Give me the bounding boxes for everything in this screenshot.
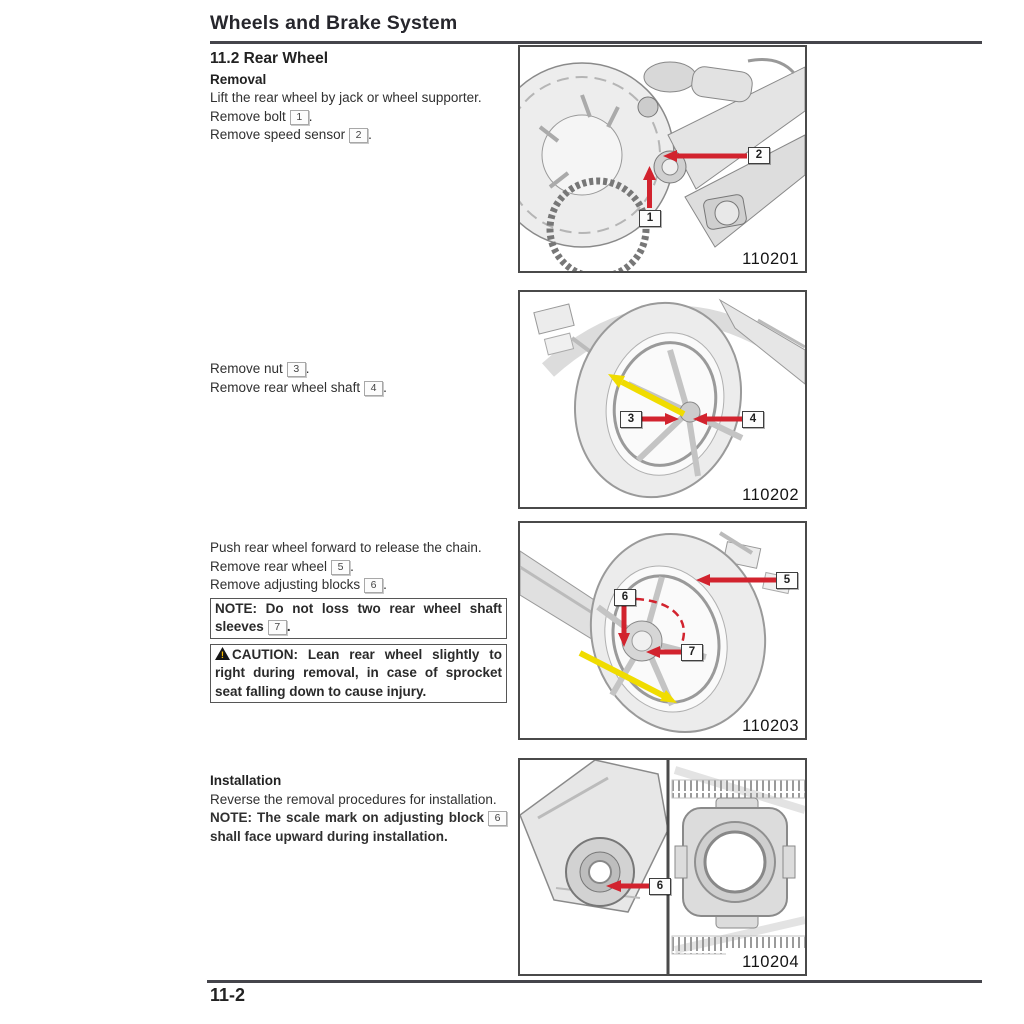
callout-ref-3: 3 — [287, 362, 306, 377]
figure-number: 110204 — [739, 953, 802, 972]
footer-rule — [207, 980, 982, 983]
figure-callout-2: 2 — [748, 147, 770, 164]
step-remove-shaft: Remove rear wheel shaft 4 . — [210, 379, 387, 395]
figure-110204 — [518, 758, 807, 976]
step-remove-wheel: Remove rear wheel 5 . — [210, 558, 354, 574]
section-title: 11.2 Rear Wheel — [210, 50, 329, 67]
figure-callout-1: 1 — [639, 210, 661, 227]
callout-ref-6: 6 — [364, 578, 383, 593]
figure-110202 — [518, 290, 807, 509]
figure-callout-6: 6 — [649, 878, 671, 895]
step-remove-nut: Remove nut 3 . — [210, 361, 310, 376]
figure-110201 — [518, 45, 807, 273]
removal-nut-block — [210, 360, 507, 397]
para-push-wheel: Push rear wheel forward to release the chain. — [210, 540, 482, 555]
adjusting-block-closeup-art — [672, 770, 805, 954]
figure-callout-6: 6 — [614, 589, 636, 606]
rear-wheel-art — [534, 292, 805, 507]
svg-text:!: ! — [220, 649, 225, 660]
page-title: Wheels and Brake System — [210, 12, 458, 34]
figure-110204-illustration — [520, 760, 805, 974]
caution-warning-icon — [215, 647, 230, 660]
brake-disc-art — [520, 63, 674, 271]
figure-110203-illustration — [520, 523, 805, 738]
figure-callout-7: 7 — [681, 644, 703, 661]
callout-ref-4: 4 — [364, 381, 383, 396]
callout-ref-2: 2 — [349, 128, 368, 143]
page-header — [210, 12, 982, 44]
figure-callout-3: 3 — [620, 411, 642, 428]
figure-callout-4: 4 — [742, 411, 764, 428]
installation-note: NOTE: The scale mark on adjusting block 6 shall face upward during installation. — [210, 809, 507, 846]
removal-intro: Lift the rear wheel by jack or wheel supporter. — [210, 90, 482, 105]
step-remove-blocks: Remove adjusting blocks 6 . — [210, 577, 387, 592]
installation-para: Reverse the removal procedures for installation. — [210, 791, 497, 807]
callout-ref-7: 7 — [268, 620, 287, 635]
figure-110203 — [518, 521, 807, 740]
removal-heading: Removal — [210, 71, 267, 87]
note-box: NOTE: Do not loss two rear wheel shaft sleeves 7 . — [210, 598, 507, 639]
caution-label: CAUTION: — [232, 646, 298, 662]
figure-callout-5: 5 — [776, 572, 798, 589]
installation-heading: Installation — [210, 773, 282, 788]
callout-ref-1: 1 — [290, 110, 309, 125]
caution-text: Lean rear wheel slightly to right during removal, in case of sprocket seat falling down to cause injury. — [215, 646, 502, 699]
figure-number: 110203 — [739, 717, 802, 736]
rear-wheel-art — [520, 523, 791, 738]
figure-number: 110202 — [739, 486, 802, 505]
step-remove-bolt: Remove bolt 1 . — [210, 108, 313, 124]
figure-number: 110201 — [739, 250, 802, 269]
step-remove-speed-sensor: Remove speed sensor 2 . — [210, 127, 372, 142]
callout-ref-6b: 6 — [488, 811, 507, 826]
removal-intro-block — [210, 50, 507, 145]
caution-box — [210, 644, 507, 704]
swingarm-end-art — [520, 760, 668, 912]
callout-ref-5: 5 — [331, 560, 350, 575]
installation-block — [210, 772, 507, 846]
removal-wheel-block — [210, 539, 507, 703]
figure-110202-illustration — [520, 292, 805, 507]
page-number: 11-2 — [210, 985, 246, 1005]
swingarm-art — [638, 60, 805, 248]
